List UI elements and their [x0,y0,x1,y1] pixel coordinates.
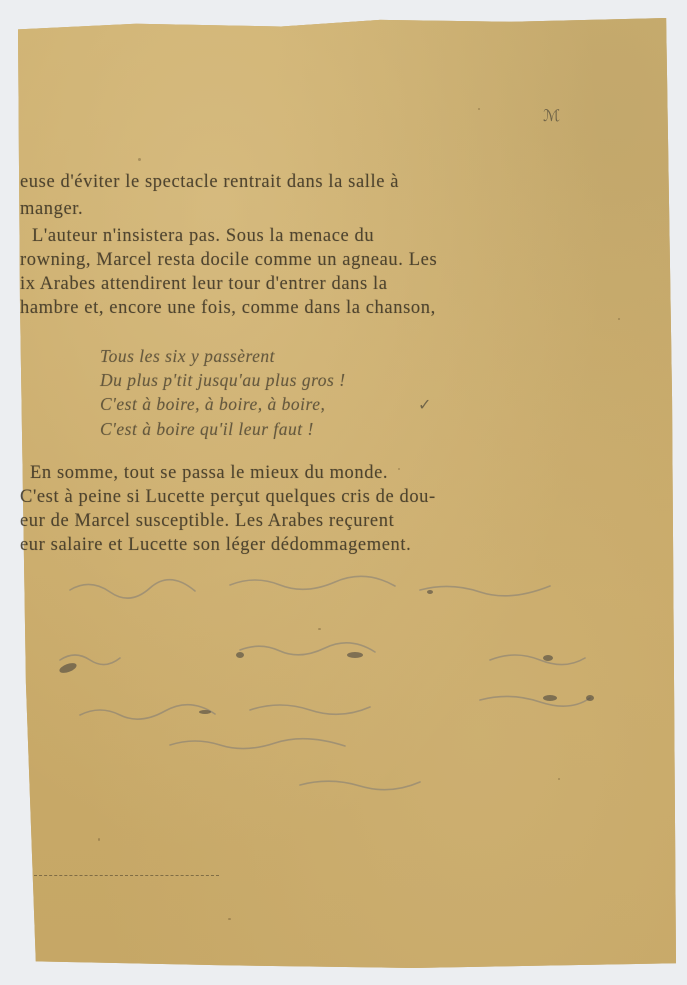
text-line: C'est à peine si Lucette perçut quelques cris de dou- [20,487,436,507]
text-line: En somme, tout se passa le mieux du monde. [30,463,389,483]
text-line: ix Arabes attendirent leur tour d'entrer dans la [20,274,388,294]
poem-line: Du plus p'tit jusqu'au plus gros ! [100,370,346,390]
poem-line: C'est à boire, à boire, à boire, [100,394,326,414]
poem-line: C'est à boire qu'il leur faut ! [100,419,314,439]
text-line: hambre et, encore une fois, comme dans la chanson, [20,298,436,318]
poem-line: Tous les six y passèrent [100,346,276,366]
dashed-rule [34,875,219,876]
text-line: eur de Marcel susceptible. Les Arabes reçurent [20,511,395,531]
text-line: L'auteur n'insistera pas. Sous la menace du [32,226,375,246]
ink-mark: ✓ [418,397,432,414]
corner-mark: ℳ [543,108,561,125]
text-line: rowning, Marcel resta docile comme un agneau. Les [20,250,438,270]
text-line: eur salaire et Lucette son léger dédommagement. [20,535,412,555]
text-line: euse d'éviter le spectacle rentrait dans la salle à [20,172,400,192]
text-line: manger. [20,199,84,219]
